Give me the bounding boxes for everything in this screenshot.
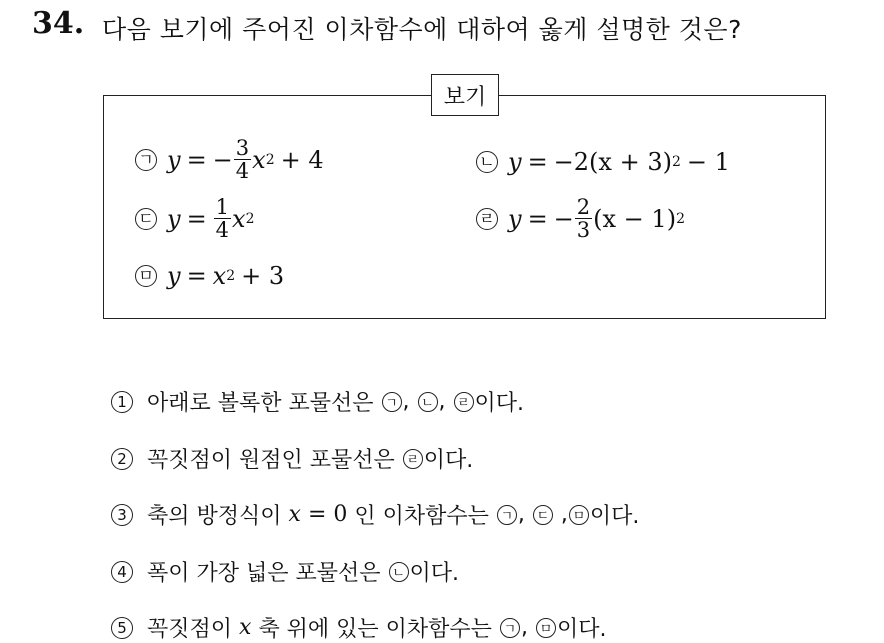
choice-end: 이다. bbox=[423, 448, 474, 473]
lhs: y bbox=[167, 204, 181, 233]
choice-end: 이다. bbox=[474, 391, 525, 416]
tail: + 3 bbox=[241, 262, 285, 290]
item-mark: ㄹ bbox=[476, 208, 498, 230]
choice-number: 2 bbox=[111, 448, 133, 470]
example-item-4 bbox=[476, 196, 685, 241]
example-item-1 bbox=[135, 137, 324, 182]
choice-number: 4 bbox=[111, 561, 133, 583]
choice-1[interactable]: 1 아래로 볼록한 포물선은 ㄱ , ㄴ , ㄹ 이다. bbox=[111, 386, 524, 417]
choice-mark: ㅁ bbox=[536, 618, 556, 638]
lhs: y bbox=[508, 204, 522, 233]
choice-number: 3 bbox=[111, 504, 133, 526]
lhs: y bbox=[167, 145, 181, 174]
choice-end: 이다. bbox=[589, 504, 640, 529]
fraction: $\frac{1}{4}$ bbox=[215, 195, 230, 243]
choice-4[interactable] bbox=[111, 556, 459, 587]
choice-mark: ㄹ bbox=[403, 449, 423, 469]
choice-number: 1 bbox=[111, 391, 133, 413]
exponent: 2 bbox=[671, 154, 681, 170]
equation: = 0 bbox=[307, 502, 348, 527]
choice-text: 폭이 가장 넓은 포물선은 bbox=[147, 561, 381, 586]
item-mark: ㄱ bbox=[135, 149, 157, 171]
example-box-title: 보기 bbox=[431, 74, 499, 116]
expression: −2(x + 3) bbox=[553, 148, 672, 176]
question-number: 34. bbox=[32, 6, 85, 41]
exponent: 2 bbox=[676, 210, 685, 227]
variable: x bbox=[239, 615, 252, 640]
equals: = bbox=[186, 204, 207, 233]
choice-pre: 축의 방정식이 bbox=[147, 504, 282, 529]
choice-pre: 꼭짓점이 bbox=[147, 617, 233, 642]
choice-end: 이다. bbox=[409, 561, 460, 586]
choice-text: 인 이차함수는 bbox=[354, 504, 489, 529]
choice-text: 꼭짓점이 원점인 포물선은 bbox=[147, 448, 395, 473]
choice-text: 축 위에 있는 이차함수는 bbox=[258, 617, 492, 642]
item-mark: ㄷ bbox=[135, 208, 157, 230]
item-mark: ㅁ bbox=[135, 265, 157, 287]
choice-2[interactable] bbox=[111, 443, 473, 474]
equals: = bbox=[527, 204, 548, 233]
choice-mark: ㄱ bbox=[382, 392, 402, 412]
tail: − 1 bbox=[686, 148, 730, 176]
sign: − bbox=[553, 204, 574, 233]
example-item-3 bbox=[135, 196, 255, 241]
variable: x bbox=[252, 145, 266, 174]
variable: x bbox=[288, 502, 301, 527]
choice-mark: ㄴ bbox=[418, 392, 438, 412]
fraction: $\frac{2}{3}$ bbox=[576, 195, 591, 243]
exponent: 2 bbox=[245, 210, 255, 227]
variable: x bbox=[232, 204, 246, 233]
equals: = bbox=[186, 145, 207, 174]
choice-mark: ㄷ bbox=[533, 505, 553, 525]
example-item-5 bbox=[135, 262, 284, 290]
choice-mark: ㅁ bbox=[569, 505, 589, 525]
sign: − bbox=[212, 145, 233, 174]
item-mark: ㄴ bbox=[476, 151, 498, 173]
choice-mark: ㄱ bbox=[497, 505, 517, 525]
variable: x bbox=[212, 262, 227, 290]
equals: = bbox=[527, 148, 548, 176]
question-text: 다음 보기에 주어진 이차함수에 대하여 옳게 설명한 것은? bbox=[102, 15, 742, 44]
tail: + 4 bbox=[280, 145, 324, 174]
choice-mark: ㄴ bbox=[389, 562, 409, 582]
choice-3[interactable]: 3 축의 방정식이 x = 0 인 이차함수는 ㄱ , ㄷ , ㅁ 이다. bbox=[111, 499, 639, 530]
choice-mark: ㄱ bbox=[500, 618, 520, 638]
equals: = bbox=[186, 262, 207, 290]
lhs: y bbox=[167, 262, 181, 290]
choice-mark: ㄹ bbox=[454, 392, 474, 412]
lhs: y bbox=[508, 148, 522, 176]
choice-5[interactable]: 5 꼭짓점이 x 축 위에 있는 이차함수는 ㄱ , ㅁ 이다. bbox=[111, 612, 606, 643]
choice-text: 아래로 볼록한 포물선은 bbox=[147, 391, 374, 416]
expression: (x − 1) bbox=[593, 204, 677, 233]
choice-number: 5 bbox=[111, 617, 133, 639]
choice-end: 이다. bbox=[556, 617, 607, 642]
example-item-2 bbox=[476, 148, 730, 176]
fraction: $\frac{3}{4}$ bbox=[235, 136, 250, 184]
exponent: 2 bbox=[226, 268, 236, 284]
exponent: 2 bbox=[265, 151, 275, 168]
